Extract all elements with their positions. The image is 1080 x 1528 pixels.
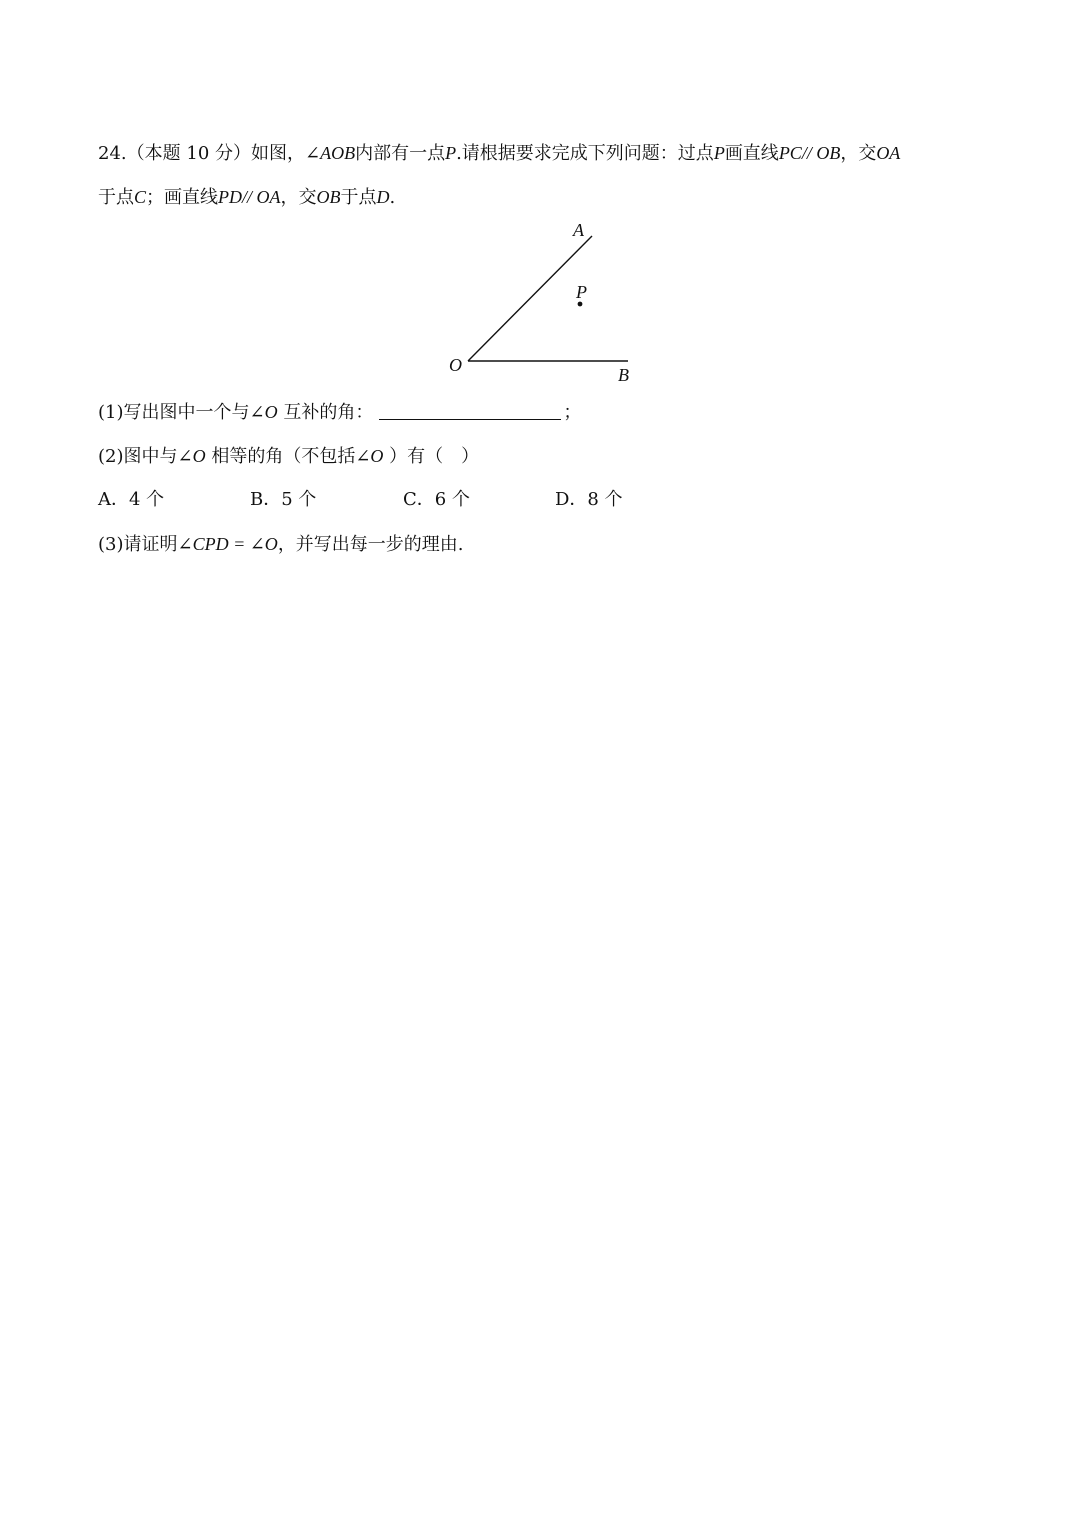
angle-aob: ∠AOB [305,143,356,163]
point-c: C [134,187,147,207]
point-d: D [376,187,390,207]
line-pc-parallel-ob: PC// OB [778,143,841,163]
line-pd-parallel-oa: PD// OA [218,187,281,207]
label-o: O [449,355,462,375]
option-d[interactable]: D．8 个 [555,489,623,510]
text: ）有（ ） [389,446,480,467]
point-p-dot [578,302,583,307]
problem-line-1 [98,141,900,166]
text: 内部有一点 [355,143,446,164]
proof-expression: ∠CPD = ∠O [177,534,278,554]
text: ；画直线 [146,187,219,208]
label-b: B [618,365,629,385]
text: ，并写出每一步的理由. [277,534,464,555]
text: 互补的角： [283,402,374,423]
text: ； [563,402,582,423]
question-3 [98,532,464,557]
text: ，交 [280,187,317,208]
text: ，交 [840,143,877,164]
text: (1)写出图中一个与 [98,402,250,423]
text: (2)图中与 [98,446,178,467]
problem-line-2 [98,185,395,210]
angle-o: ∠O [355,446,384,466]
text: . [389,187,396,208]
score-note: （本题 10 分） [126,143,251,164]
question-2 [98,444,479,469]
text: (3)请证明 [98,534,178,555]
text: 于点 [98,187,134,208]
text: 画直线 [724,143,779,164]
label-a: A [573,220,584,240]
option-c[interactable]: C．6 个 [403,489,470,510]
answer-blank[interactable] [379,401,561,420]
point-p: P [445,143,457,163]
text: 相等的角（不包括 [211,446,356,467]
text: 如图， [251,143,305,164]
ray-oa [468,236,592,361]
option-a[interactable]: A．4 个 [98,489,165,510]
angle-o: ∠O [177,446,206,466]
line-ob: OB [316,187,341,207]
question-1 [98,400,581,425]
point-p: P [713,143,725,163]
line-oa: OA [876,143,901,163]
option-b[interactable]: B．5 个 [250,489,317,510]
problem-number: 24. [98,143,127,164]
angle-o: ∠O [249,402,278,422]
angle-aob-figure [430,218,650,388]
label-p: P [576,282,587,302]
text: .请根据要求完成下列问题：过点 [456,143,714,164]
text: 于点 [340,187,377,208]
